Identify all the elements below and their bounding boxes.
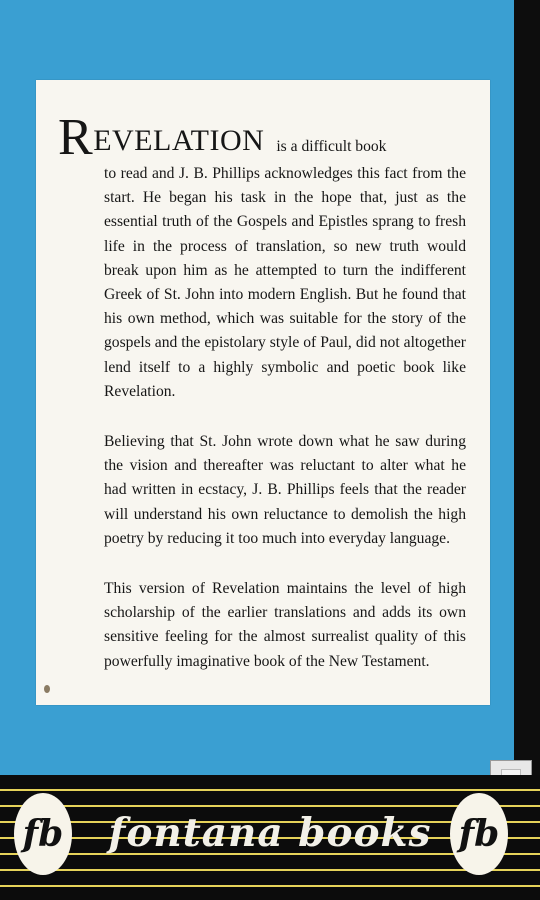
blurb-text bbox=[58, 109, 466, 674]
publisher-name: fontana books bbox=[108, 810, 432, 856]
fb-logo-left bbox=[14, 793, 72, 875]
blurb-first-line bbox=[58, 109, 466, 166]
fb-logo-right bbox=[450, 793, 508, 875]
fb-logo-icon: fb bbox=[22, 813, 64, 855]
paper-speck bbox=[44, 685, 50, 693]
first-line-rest: is a difficult book bbox=[276, 138, 387, 155]
stripe bbox=[0, 789, 540, 791]
blurb-paragraph-2: Believing that St. John wrote down what he saw during the vision and thereafter was reluctant to alter what he had written in ecstacy, J. B. Phillips feels that the reader will understand his own reluctance to demolish the high poetry by reducing it too much into everyday language. bbox=[104, 433, 466, 547]
stripe bbox=[0, 885, 540, 887]
blurb-paragraph-1 bbox=[58, 109, 466, 404]
title-word bbox=[58, 109, 265, 166]
blurb-paragraph-3: This version of Revelation maintains the level of high scholarship of the earlier translations and adds its own sensitive feeling for the almost surrealist quality of this powerfully imaginative book of the New Testament. bbox=[104, 580, 466, 670]
paragraph-1-body: to read and J. B. Phillips acknowledges this fact from the start. He began his task in the hope that, just as the essential truth of the Gospels and Epistles sprang to fresh life in the process of translation, so new truth would break upon him as he attempted to turn the indifferent Greek of St. John into modern English. But he found that his own method, which was suitable for the story of the gospels and the epistolary style of Paul, did not altogether lend itself to a highly symbolic and poetic book like Revelation. bbox=[104, 165, 466, 400]
title-dropcap: R bbox=[58, 109, 94, 166]
fb-logo-icon: fb bbox=[458, 813, 500, 855]
title-rest: EVELATION bbox=[93, 124, 265, 157]
publisher-band bbox=[0, 775, 540, 900]
